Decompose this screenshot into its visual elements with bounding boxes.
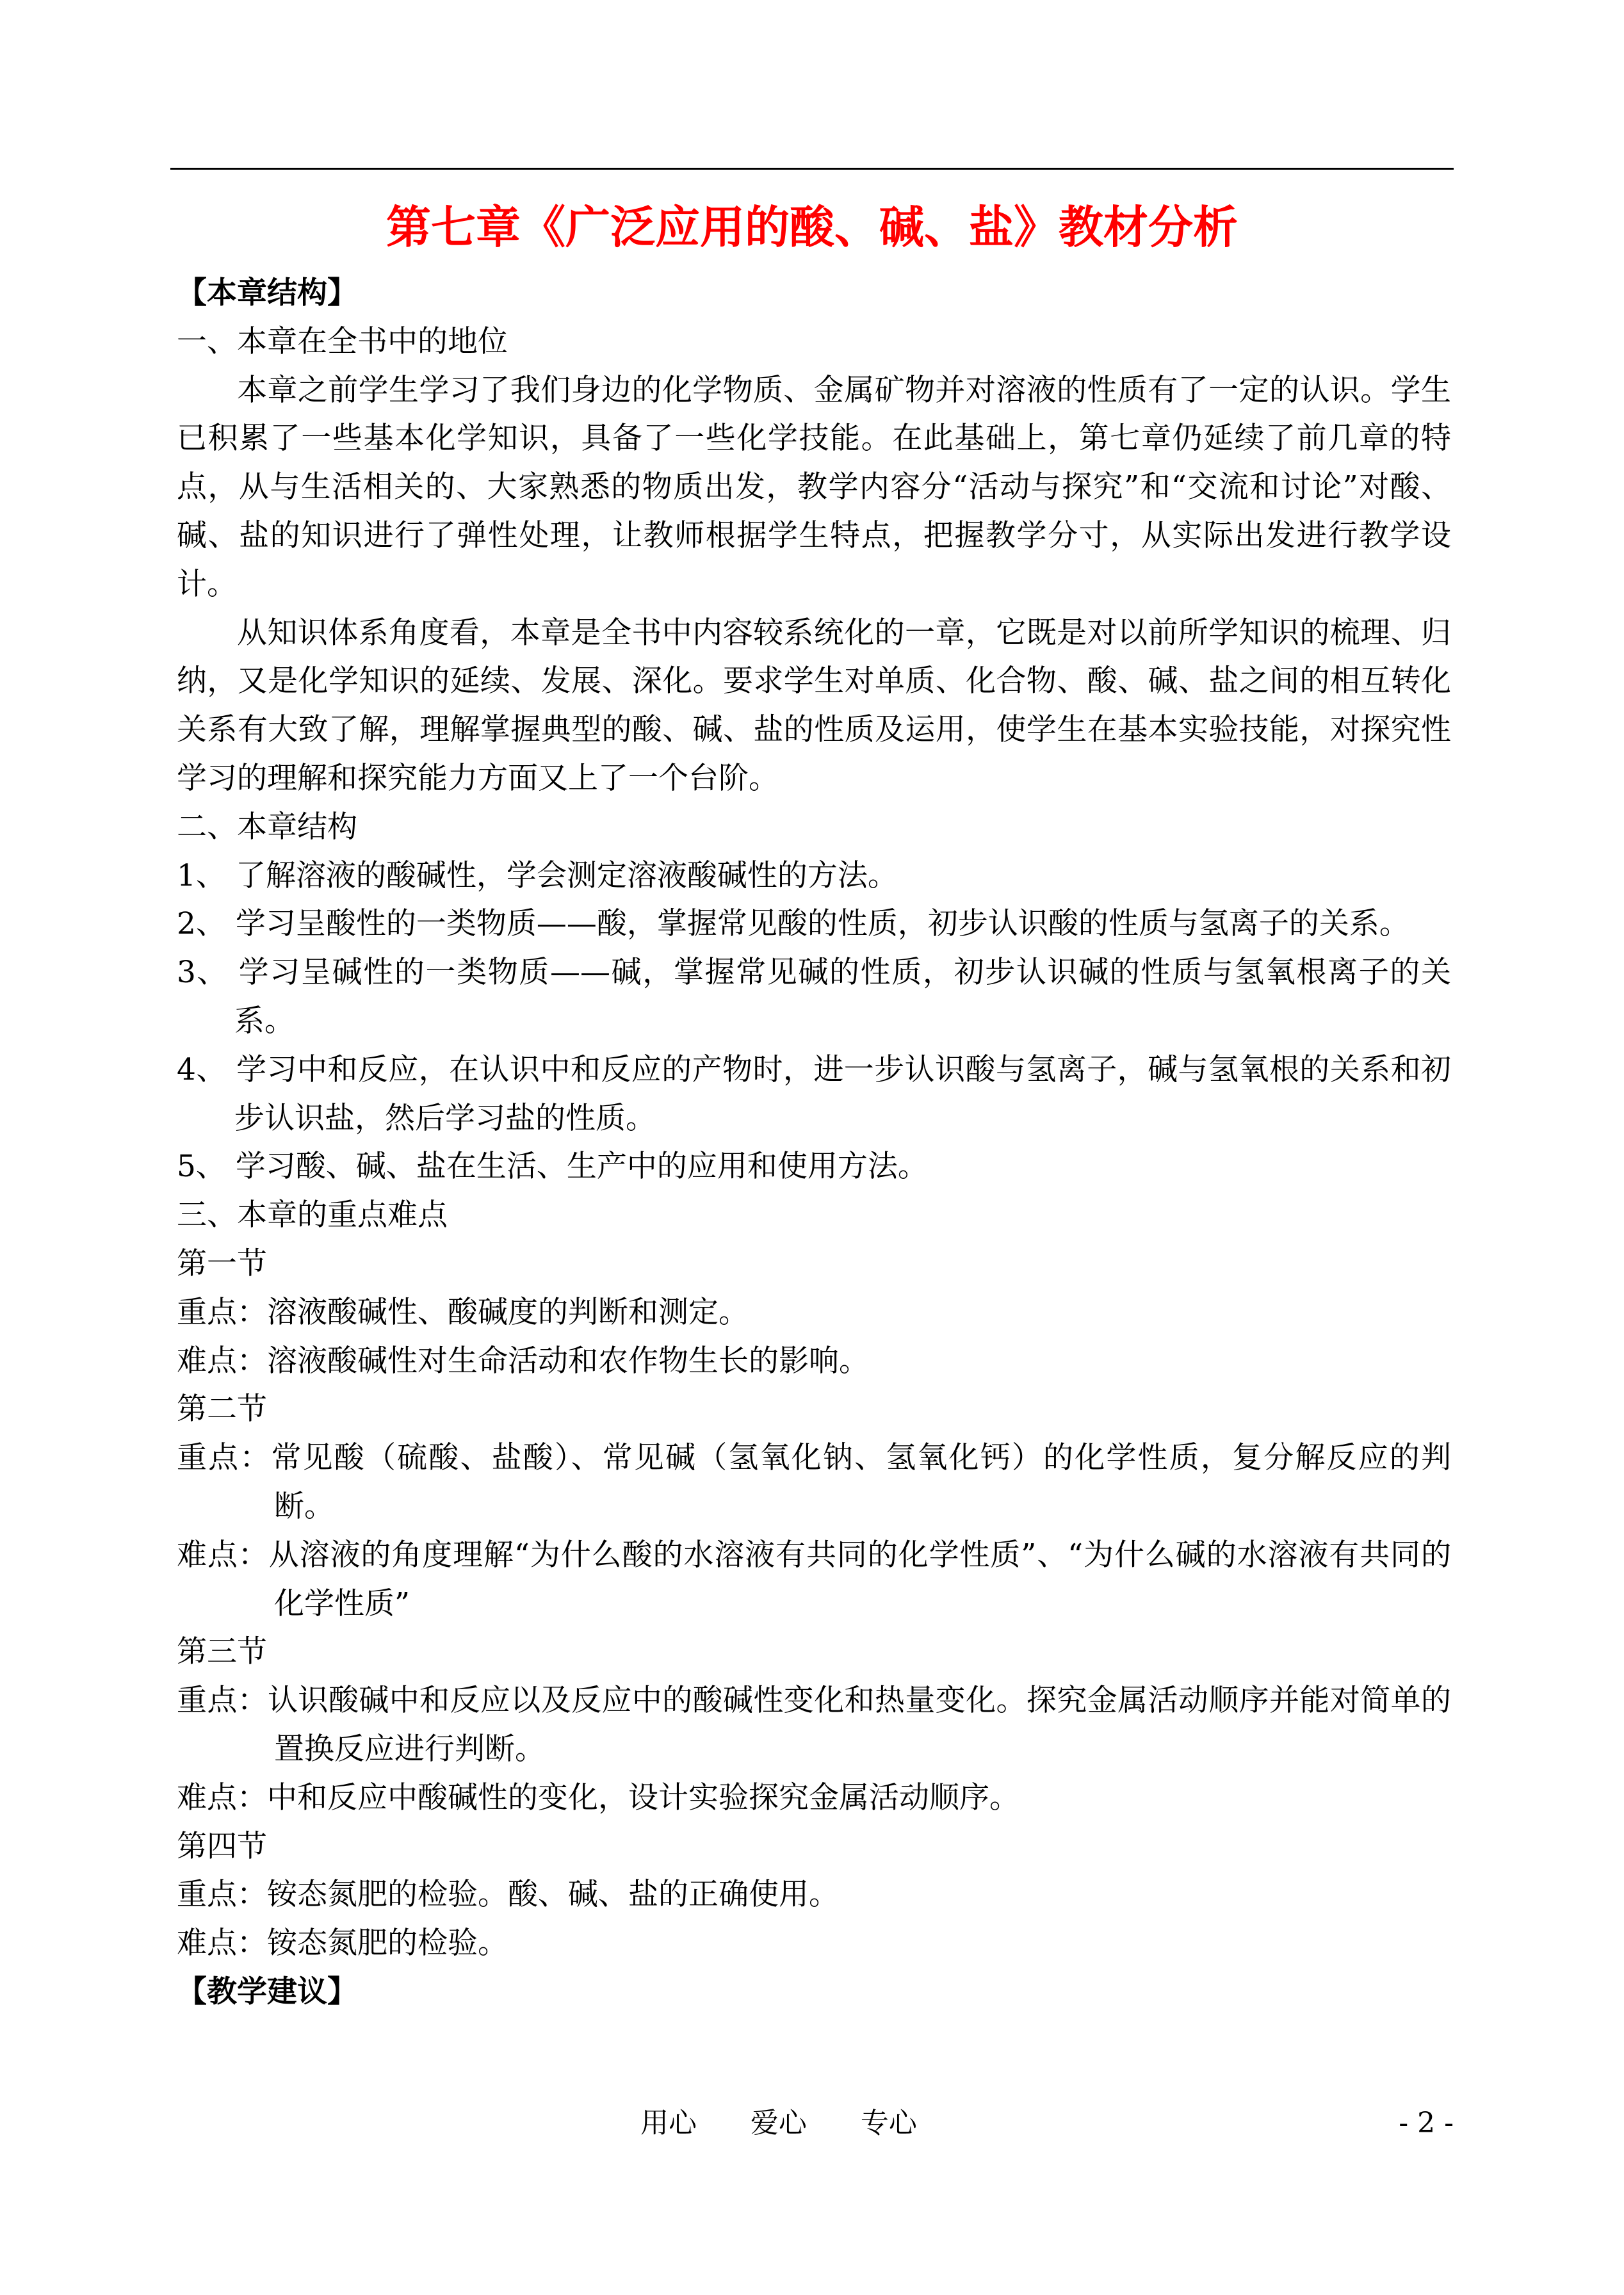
list-item: 5、 学习酸、碱、盐在生活、生产中的应用和使用方法。 (177, 1149, 928, 1185)
difficulty-point: 难点：溶液酸碱性对生命活动和农作物生长的影响。 (177, 1343, 869, 1379)
section-name: 第二节 (177, 1391, 267, 1427)
page-number: - 2 - (1399, 2107, 1454, 2139)
document-title: 第七章《广泛应用的酸、碱、盐》教材分析 (386, 200, 1238, 254)
header-rule (170, 168, 1454, 170)
key-point: 重点：常见酸（硫酸、盐酸）、常见碱（氢氧化钠、氢氧化钙）的化学性质，复分解反应的判断。 (177, 1440, 1451, 1524)
section-heading-structure: 【本章结构】 (177, 275, 357, 311)
difficulty-point: 难点：中和反应中酸碱性的变化，设计实验探究金属活动顺序。 (177, 1780, 1019, 1815)
section-heading-teaching: 【教学建议】 (177, 1974, 357, 2009)
document-body (177, 269, 1451, 2016)
key-point: 重点：溶液酸碱性、酸碱度的判断和测定。 (177, 1294, 749, 1330)
part2-heading: 二、本章结构 (177, 809, 357, 845)
list-item: 3、 学习呈碱性的一类物质——碱，掌握常见碱的性质，初步认识碱的性质与氢氧根离子的关系。 (177, 955, 1451, 1039)
difficulty-point: 难点：从溶液的角度理解“为什么酸的水溶液有共同的化学性质”、“为什么碱的水溶液有共同的化学性质” (177, 1537, 1451, 1621)
key-point: 重点：铵态氮肥的检验。酸、碱、盐的正确使用。 (177, 1877, 839, 1913)
difficulty-point: 难点：铵态氮肥的检验。 (177, 1926, 508, 1961)
key-point: 重点：认识酸碱中和反应以及反应中的酸碱性变化和热量变化。探究金属活动顺序并能对简单的置换反应进行判断。 (177, 1683, 1451, 1767)
paragraph-1: 本章之前学生学习了我们身边的化学物质、金属矿物并对溶液的性质有了一定的认识。学生已积累了一些基本化学知识，具备了一些化学技能。在此基础上，第七章仍延续了前几章的特点，从与生活相关的、大家熟悉的物质出发，教学内容分“活动与探究”和“交流和讨论”对酸、碱、盐的知识进行了弹性处理，让教师根据学生特点，把握教学分寸，从实际出发进行教学设计。 (177, 372, 1451, 602)
section-name: 第一节 (177, 1245, 267, 1281)
part3-heading: 三、本章的重点难点 (177, 1197, 448, 1233)
part1-heading: 一、本章在全书中的地位 (177, 323, 508, 359)
section-name: 第四节 (177, 1828, 267, 1864)
list-item: 2、 学习呈酸性的一类物质——酸，掌握常见酸的性质，初步认识酸的性质与氢离子的关系。 (177, 906, 1409, 942)
section-name: 第三节 (177, 1634, 267, 1670)
footer-motto: 用心 爱心 专心 (640, 2107, 917, 2139)
list-item: 4、 学习中和反应，在认识中和反应的产物时，进一步认识酸与氢离子，碱与氢氧根的关系和初步认识盐，然后学习盐的性质。 (177, 1051, 1451, 1136)
list-item: 1、 了解溶液的酸碱性，学会测定溶液酸碱性的方法。 (177, 857, 898, 893)
paragraph-2: 从知识体系角度看，本章是全书中内容较系统化的一章，它既是对以前所学知识的梳理、归纳，又是化学知识的延续、发展、深化。要求学生对单质、化合物、酸、碱、盐之间的相互转化关系有大致了解，理解掌握典型的酸、碱、盐的性质及运用，使学生在基本实验技能，对探究性学习的理解和探究能力方面又上了一个台阶。 (177, 615, 1451, 796)
